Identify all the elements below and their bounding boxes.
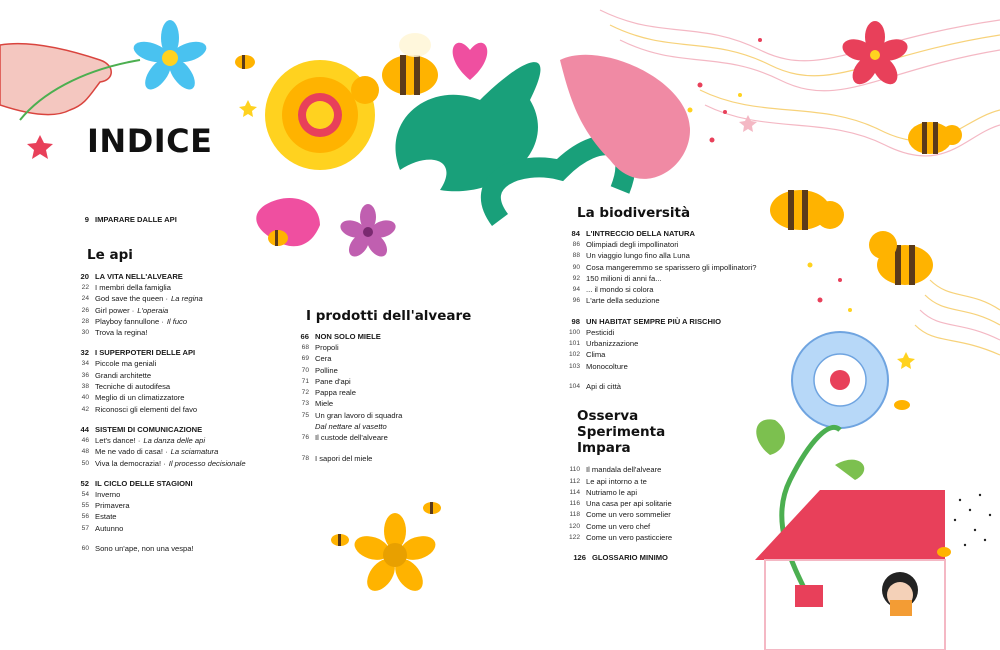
toc-item[interactable] (75, 500, 275, 511)
item-label: Come un vero chef (586, 521, 651, 531)
toc-item[interactable] (566, 338, 806, 349)
item-label: Riconosci gli elementi del favo (95, 404, 198, 414)
section-title-line: Sperimenta (577, 424, 666, 441)
item-subtitle: Il fuco (166, 316, 188, 326)
page-number: 30 (81, 329, 89, 337)
biodiversita-chapter-list (566, 228, 806, 381)
item-label: Miele (315, 399, 334, 409)
toc-item[interactable] (566, 250, 806, 261)
toc-item[interactable] (295, 398, 495, 409)
toc-glossario-entry[interactable] (566, 552, 806, 563)
toc-item[interactable] (295, 421, 495, 432)
page-number: 36 (81, 371, 89, 379)
toc-item[interactable] (566, 381, 806, 392)
page-number: 96 (572, 297, 580, 305)
spacer (295, 444, 495, 453)
chapter-label: SISTEMI DI COMUNICAZIONE (95, 424, 203, 434)
page-number: 116 (569, 500, 580, 508)
toc-item[interactable] (566, 327, 806, 338)
toc-column-le-api (75, 214, 275, 554)
toc-chapter-entry[interactable] (75, 424, 275, 435)
item-label: Il mandala dell'alveare (586, 465, 662, 475)
page-number: 38 (81, 383, 89, 391)
toc-item[interactable] (295, 342, 495, 353)
spacer (75, 469, 275, 478)
toc-item[interactable] (75, 370, 275, 381)
item-label: ... il mondo si colora (586, 285, 654, 295)
item-label: Estate (95, 512, 117, 522)
page-number: 26 (81, 306, 89, 314)
toc-item[interactable] (566, 509, 806, 520)
chapter-label: I SUPERPOTERI DELLE API (95, 348, 196, 358)
item-label: Come un vero sommelier (586, 510, 671, 520)
osserva-item-list (566, 464, 806, 543)
item-label: Tecniche di autodifesa (95, 382, 171, 392)
toc-item[interactable] (566, 498, 806, 509)
toc-item[interactable] (75, 446, 275, 457)
toc-chapter-entry[interactable] (75, 271, 275, 282)
page-number: 94 (572, 286, 580, 294)
page-number: 46 (81, 436, 89, 444)
item-label: Dal nettare al vasetto (315, 422, 387, 432)
item-label: Urbanizzazione (586, 339, 639, 349)
item-label: Cera (315, 354, 332, 364)
item-label: I membri della famiglia (95, 283, 171, 292)
section-title-line: Osserva (577, 408, 639, 425)
page-number: 9 (84, 215, 89, 224)
item-label: Viva la democrazia! · (95, 458, 166, 468)
item-label: L'arte della seduzione (586, 296, 660, 306)
page-number: 92 (572, 274, 580, 282)
toc-item[interactable] (295, 353, 495, 364)
item-label: Grandi architette (95, 370, 152, 380)
item-label: Pane d'api (315, 376, 351, 386)
toc-item[interactable] (75, 435, 275, 446)
section-title-line: Impara (577, 440, 631, 457)
toc-item[interactable] (75, 381, 275, 392)
item-label: Polline (315, 365, 338, 375)
page-number: 114 (569, 488, 580, 496)
page-number: 126 (573, 553, 586, 563)
spacer (75, 415, 275, 424)
item-label: Pappa reale (315, 388, 356, 398)
item-label: Inverno (95, 489, 121, 499)
section-title-osserva (566, 408, 806, 456)
item-label: Playboy fannullone · (95, 316, 164, 326)
page-number: 48 (81, 448, 89, 456)
item-label: Let's dance! · (95, 435, 141, 445)
item-label: Un gran lavoro di squadra (315, 410, 403, 420)
toc-item[interactable] (566, 532, 806, 543)
page-number: 84 (571, 229, 580, 238)
item-label: Come un vero pasticciere (586, 533, 673, 543)
toc-item[interactable] (75, 543, 275, 554)
item-label: Una casa per api solitarie (586, 499, 672, 509)
page-number: 110 (569, 466, 580, 474)
toc-item[interactable] (566, 262, 806, 273)
item-label: Api di città (586, 381, 622, 391)
item-subtitle: La sciamatura (170, 447, 219, 457)
page-number: 68 (301, 344, 309, 351)
item-subtitle: L'operaia (137, 305, 169, 315)
page-number: 101 (568, 340, 580, 348)
page-number: 98 (571, 316, 580, 326)
page-number: 24 (81, 295, 89, 303)
chapter-label: NON SOLO MIELE (315, 332, 381, 341)
item-label: Sono un'ape, non una vespa! (95, 544, 194, 554)
page-number: 70 (301, 366, 309, 374)
page-number: 60 (81, 545, 89, 553)
toc-chapter-entry[interactable] (566, 228, 806, 239)
prodotti-item-list (295, 342, 495, 444)
toc-item[interactable] (75, 392, 275, 403)
page-number: 57 (81, 524, 89, 532)
toc-item[interactable] (566, 464, 806, 475)
toc-item[interactable] (75, 511, 275, 522)
toc-item[interactable] (566, 476, 806, 487)
page-number: 55 (81, 502, 89, 510)
page-number: 40 (81, 394, 89, 402)
toc-item[interactable] (566, 361, 806, 372)
chapter-label: IMPARARE DALLE API (95, 215, 177, 224)
spacer (75, 534, 275, 543)
toc-item[interactable] (295, 387, 495, 398)
le-api-chapter-list (75, 271, 275, 554)
item-label: Nutriamo le api (586, 487, 638, 497)
item-subtitle: La danza delle api (143, 435, 206, 445)
item-label: Propoli (315, 343, 339, 352)
toc-item[interactable] (295, 432, 495, 443)
page-number: 44 (80, 424, 89, 434)
item-label: Meglio di un climatizzatore (95, 393, 185, 403)
page-number: 90 (572, 263, 580, 271)
toc-item[interactable] (75, 404, 275, 415)
toc-item[interactable] (75, 489, 275, 500)
item-label: Clima (586, 350, 606, 360)
chapter-label: LA VITA NELL'ALVEARE (95, 272, 183, 281)
toc-item[interactable] (75, 282, 275, 293)
toc-item[interactable] (566, 349, 806, 360)
toc-chapter-entry[interactable] (75, 478, 275, 489)
spacer (566, 307, 806, 316)
toc-item[interactable] (566, 284, 806, 295)
toc-item[interactable] (75, 327, 275, 338)
page-number: 78 (301, 454, 309, 462)
item-label: God save the queen · (95, 294, 169, 304)
section-title-prodotti: I prodotti dell'alveare (306, 308, 472, 324)
page-number: 42 (81, 405, 89, 413)
chapter-label: GLOSSARIO MINIMO (592, 553, 668, 563)
toc-item[interactable] (566, 487, 806, 498)
page-number: 54 (81, 490, 89, 498)
page-number: 66 (300, 332, 309, 341)
toc-item[interactable] (75, 293, 275, 304)
item-label: Me ne vado di casa! · (95, 447, 168, 457)
toc-column-prodotti (295, 308, 495, 464)
item-label: Primavera (95, 501, 130, 511)
page-number (295, 421, 309, 432)
page-number: 52 (80, 478, 89, 488)
item-label: Pesticidi (586, 327, 615, 337)
item-subtitle: Il processo decisionale (168, 458, 246, 468)
page-number: 22 (81, 284, 89, 291)
page-number: 72 (301, 389, 309, 397)
toc-chapter-entry[interactable] (295, 331, 495, 342)
page-number: 88 (572, 252, 580, 260)
page-title: INDICE (87, 122, 213, 160)
spacer (566, 372, 806, 381)
toc-item[interactable] (566, 273, 806, 284)
item-label: Cosa mangeremmo se sparissero gli impollinatori? (586, 262, 757, 272)
toc-intro-entry[interactable] (75, 214, 275, 225)
page-number: 104 (568, 382, 580, 390)
page-number: 102 (568, 351, 580, 359)
toc-item[interactable] (566, 521, 806, 532)
toc-item[interactable] (75, 523, 275, 534)
toc-item[interactable] (75, 458, 275, 469)
toc-item[interactable] (75, 316, 275, 327)
toc-item[interactable] (566, 239, 806, 250)
page-number: 75 (301, 411, 309, 419)
toc-item[interactable] (295, 453, 495, 464)
toc-item[interactable] (566, 295, 806, 306)
page-number: 86 (572, 241, 580, 248)
chapter-label: L'INTRECCIO DELLA NATURA (586, 229, 695, 238)
toc-item[interactable] (75, 305, 275, 316)
page-number: 50 (81, 459, 89, 467)
page-number: 69 (301, 355, 309, 363)
item-label: Il custode dell'alveare (315, 433, 388, 443)
item-label: 150 milioni di anni fa... (586, 273, 662, 283)
page-number: 122 (568, 534, 580, 542)
item-subtitle: La regina (171, 294, 203, 304)
page-number: 73 (301, 400, 309, 408)
spacer (75, 338, 275, 347)
page-number: 28 (81, 317, 89, 325)
item-label: I sapori del miele (315, 453, 373, 463)
section-title-le-api: Le api (87, 247, 133, 263)
page-number: 56 (81, 513, 89, 521)
item-label: Monocolture (586, 361, 628, 371)
chapter-label: IL CICLO DELLE STAGIONI (95, 478, 193, 488)
page-number: 100 (568, 328, 580, 336)
item-label: Autunno (95, 523, 124, 533)
toc-item[interactable] (295, 376, 495, 387)
page-number: 103 (568, 362, 580, 370)
page-number: 118 (569, 511, 580, 519)
page-number: 34 (81, 360, 89, 368)
toc-item[interactable] (295, 410, 495, 421)
page-number: 76 (301, 434, 309, 442)
item-label: Girl power · (95, 305, 135, 315)
toc-column-biodiversita (566, 205, 806, 563)
item-label: Trova la regina! (95, 328, 148, 338)
page-number: 71 (301, 377, 309, 385)
item-label: Piccole ma geniali (95, 359, 157, 369)
spacer (566, 543, 806, 552)
item-label: Olimpiadi degli impollinatori (586, 240, 679, 249)
toc-chapter-entry[interactable] (75, 347, 275, 358)
item-label: Un viaggio lungo fino alla Luna (586, 251, 690, 261)
toc-item[interactable] (295, 365, 495, 376)
page-number: 20 (80, 272, 89, 281)
toc-item[interactable] (75, 358, 275, 369)
page-number: 112 (569, 477, 580, 485)
item-label: Le api intorno a te (586, 476, 647, 486)
section-title-biodiversita: La biodiversità (577, 205, 691, 221)
page-number: 120 (568, 522, 580, 530)
toc-chapter-entry[interactable] (566, 316, 806, 327)
page-number: 32 (80, 348, 89, 358)
chapter-label: UN HABITAT SEMPRE PIÙ A RISCHIO (586, 316, 722, 326)
